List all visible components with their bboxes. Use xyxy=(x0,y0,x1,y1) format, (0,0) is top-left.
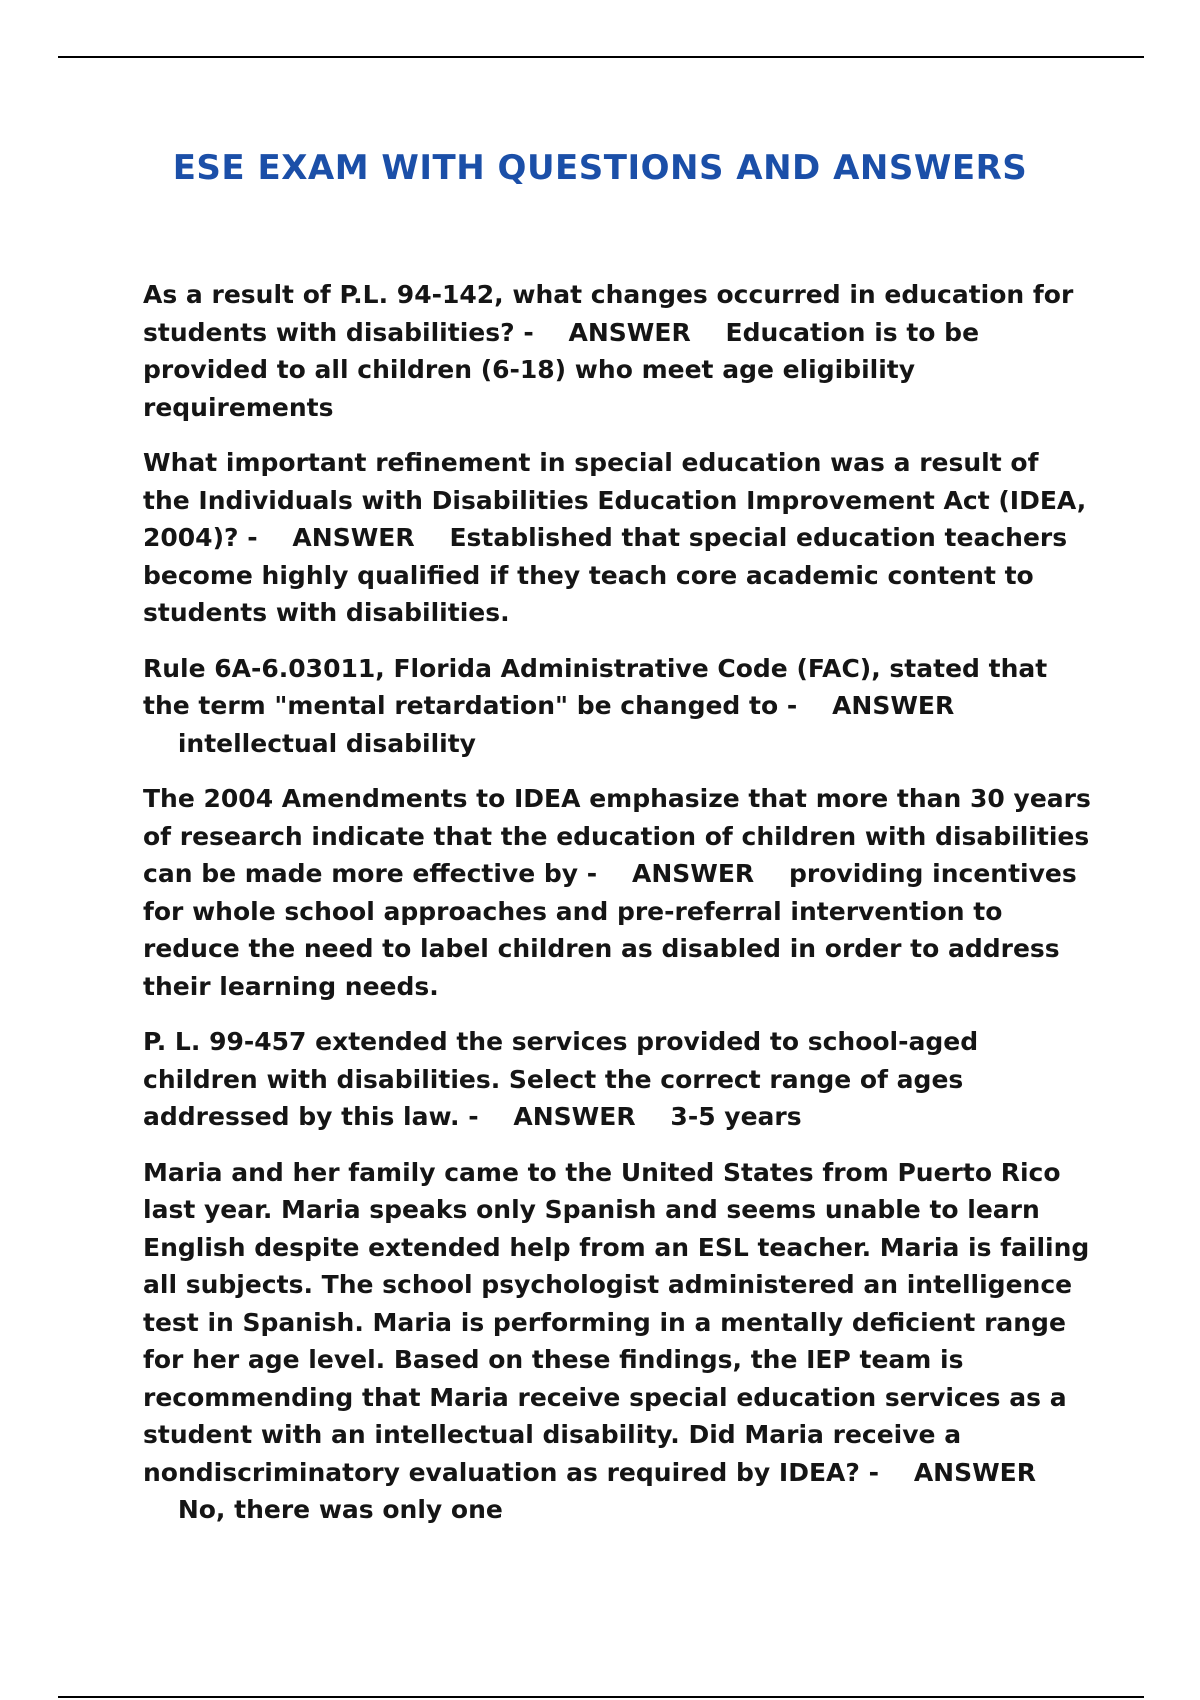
qa-item-2: What important refinement in special education was a result of the Individuals with Disabilities Education Improvement Act (IDEA, 2004)? - ANSWER Established that special education teachers become highly qualified if they teach core academic content to students with disabilities. xyxy=(143,448,1087,627)
answer-text: 3-5 years xyxy=(670,1102,802,1131)
qa-list xyxy=(143,276,1093,1547)
question-text: The 2004 Amendments to IDEA emphasize that more than 30 years of research indicate that the education of children with disabilities can be made more effective by xyxy=(143,784,1091,888)
qa-item-3: Rule 6A-6.03011, Florida Administrative Code (FAC), stated that the term "mental retardation" be changed to - ANSWER intellectual disability xyxy=(143,653,1048,758)
bottom-rule xyxy=(58,1696,1144,1698)
question-text: As a result of P.L. 94-142, what changes occurred in education for students with disabilities? xyxy=(143,280,1074,347)
answer-label: ANSWER xyxy=(568,317,691,347)
answer-text: providing incentives for whole school approaches and pre-referral intervention to reduce the need to label children as disabled in order to address their learning needs. xyxy=(143,859,1077,1001)
qa-item-4: The 2004 Amendments to IDEA emphasize that more than 30 years of research indicate that the education of children with disabilities can be made more effective by - ANSWER providing incentives for whole school approaches and pre-referral intervention to reduce the need to label children as disabled in order to address their learning needs. xyxy=(143,784,1091,1001)
question-text: Rule 6A-6.03011, Florida Administrative Code (FAC), stated that the term "mental retardation" be changed to xyxy=(143,653,1048,720)
qa-item-5: P. L. 99-457 extended the services provided to school-aged children with disabilities. Select the correct range of ages addressed by this law. - ANSWER 3-5 years xyxy=(143,1027,979,1131)
qa-item-1: As a result of P.L. 94-142, what changes occurred in education for students with disabilities? - ANSWER Education is to be provided to all children (6-18) who meet age eligibility requirements xyxy=(143,280,1074,422)
question-text: What important refinement in special education was a result of the Individuals with Disabilities Education Improvement Act (IDEA, 2004)? xyxy=(143,448,1087,552)
answer-label: ANSWER xyxy=(832,691,955,720)
top-rule xyxy=(58,56,1144,58)
answer-label: ANSWER xyxy=(632,859,755,888)
answer-text: Education is to be provided to all children (6-18) who meet age eligibility requirements xyxy=(143,317,980,422)
page-title: ESE EXAM WITH QUESTIONS AND ANSWERS xyxy=(172,148,1028,188)
answer-label: ANSWER xyxy=(513,1102,636,1131)
question-text: P. L. 99-457 extended the services provided to school-aged children with disabilities. Select the correct range of ages addressed by this law. xyxy=(143,1027,979,1131)
answer-label: ANSWER xyxy=(292,523,415,552)
qa-item-6: Maria and her family came to the United States from Puerto Rico last year. Maria speaks only Spanish and seems unable to learn English despite extended help from an ESL teacher. Maria is failing all subjects. The school psychologist administered an intelligence test in Spanish. Maria is performing in a mentally deficient range for her age level. Based on these findings, the IEP team is recommending that Maria receive special education services as a student with an intellectual disability. Did Maria receive a nondiscriminatory evaluation as required by IDEA? - ANSWER No, there was only one xyxy=(143,1157,1090,1524)
answer-label: ANSWER xyxy=(913,1457,1036,1487)
answer-text: intellectual disability xyxy=(177,728,476,758)
answer-text: Established that special education teachers become highly qualified if they teach core academic content to students with disabilities. xyxy=(143,523,1068,627)
question-text: Maria and her family came to the United States from Puerto Rico last year. Maria speaks only Spanish and seems unable to learn English despite extended help from an ESL teacher. Maria is failing all subjects. The school psychologist administered an intelligence test in Spanish. Maria is performing in a mentally deficient range for her age level. Based on these findings, the IEP team is recommending that Maria receive special education services as a student with an intellectual disability. Did Maria receive a nondiscriminatory evaluation as required by IDEA? xyxy=(143,1157,1090,1487)
answer-text: No, there was only one xyxy=(177,1495,503,1524)
